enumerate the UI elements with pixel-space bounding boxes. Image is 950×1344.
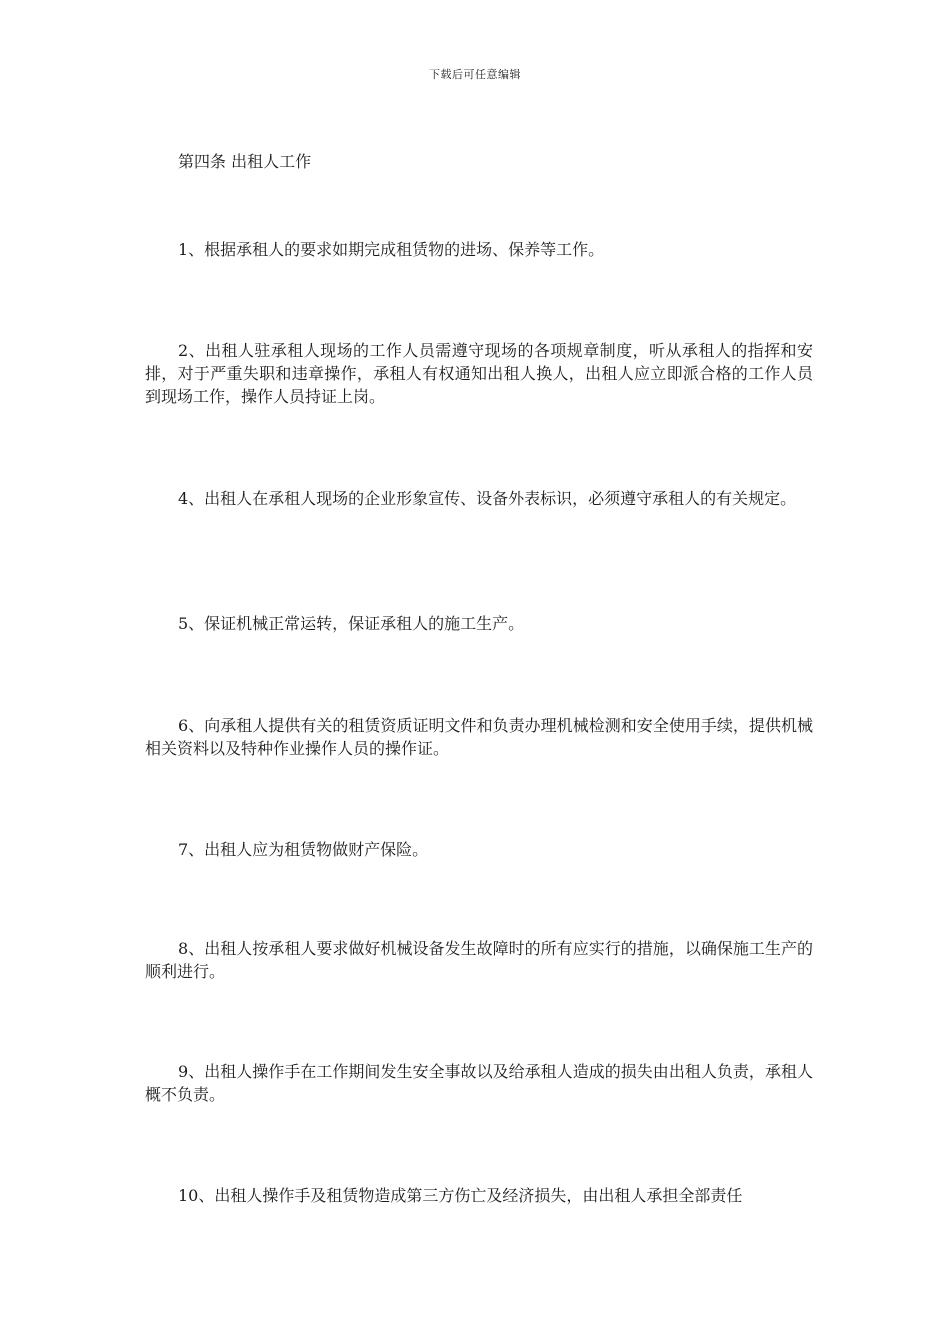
paragraph-7: 7、出租人应为租赁物做财产保险。 bbox=[178, 840, 429, 859]
article-title: 第四条 出租人工作 bbox=[178, 152, 312, 171]
paragraph-8: 8、出租人按承租人要求做好机械设备发生故障时的所有应实行的措施，以确保施工生产的顺利进行。 bbox=[145, 939, 813, 981]
paragraph-1: 1、根据承租人的要求如期完成租赁物的进场、保养等工作。 bbox=[178, 240, 605, 259]
paragraph-5: 5、保证机械正常运转，保证承租人的施工生产。 bbox=[178, 614, 525, 633]
paragraph-10: 10、出租人操作手及租赁物造成第三方伤亡及经济损失，由出租人承担全部责任 bbox=[178, 1186, 743, 1205]
paragraph-2: 2、出租人驻承租人现场的工作人员需遵守现场的各项规章制度，听从承租人的指挥和安排，对于严重失职和违章操作，承租人有权通知出租人换人，出租人应立即派合格的工作人员到现场工作，操作人员持证上岗。 bbox=[145, 341, 813, 406]
paragraph-6: 6、向承租人提供有关的租赁资质证明文件和负责办理机械检测和安全使用手续，提供机械相关资料以及特种作业操作人员的操作证。 bbox=[145, 716, 813, 758]
page-header-note: 下载后可任意编辑 bbox=[429, 68, 521, 81]
paragraph-4: 4、出租人在承租人现场的企业形象宣传、设备外表标识，必须遵守承租人的有关规定。 bbox=[178, 489, 797, 508]
paragraph-9: 9、出租人操作手在工作期间发生安全事故以及给承租人造成的损失由出租人负责，承租人概不负责。 bbox=[145, 1062, 813, 1104]
